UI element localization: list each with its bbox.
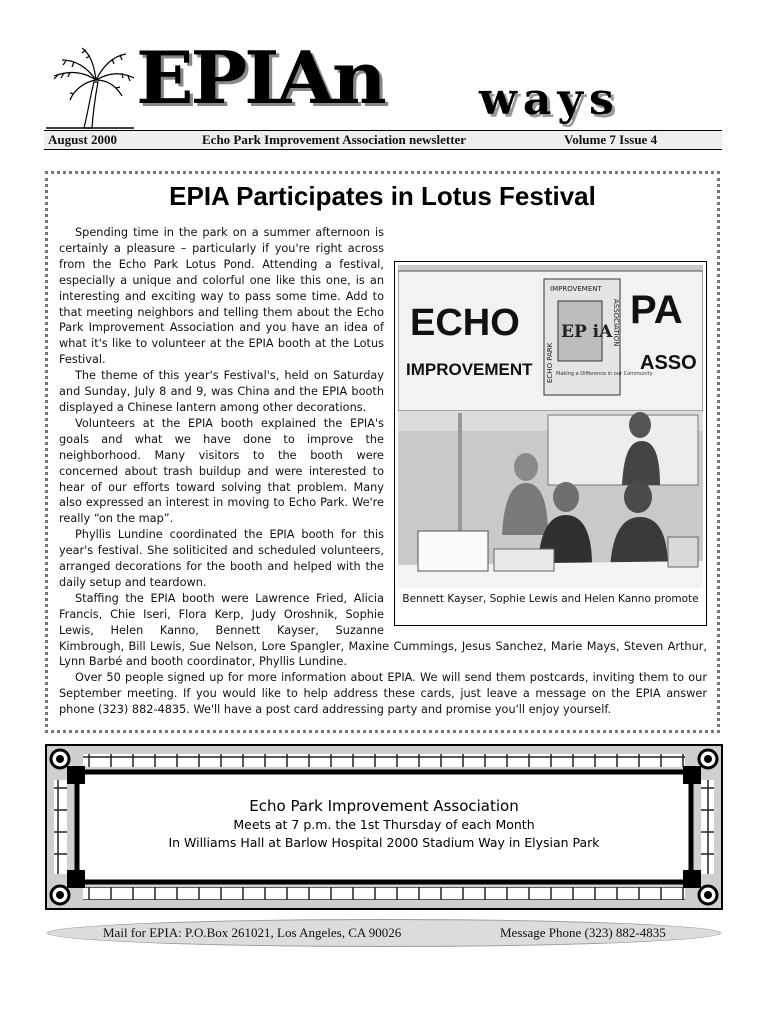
masthead-subtitle: ways: [479, 74, 620, 125]
photo-caption: Bennett Kayser, Sophie Lewis and Helen Kanno promote: [402, 593, 699, 605]
volume-issue: Volume 7 Issue 4: [564, 132, 658, 147]
article-text-column: [59, 225, 707, 718]
photo-figure: [394, 261, 707, 626]
banner-asso-text: ASSO: [640, 352, 697, 374]
seal-right-text: ASSOCIATION: [612, 299, 620, 347]
footer-phone: Message Phone (323) 882-4835: [500, 925, 666, 940]
article-paragraph: Staffing the EPIA booth were Lawrence Fried, Alicia Francis, Chie Iseri, Flora Kerp, Judy Oroshnik, Sophie Lewis, Helen Kanno, Bennett Kayser, Suzanne Kimbrough, Bill Lewis, Sue Nelson, Lore Spangler, Maxine Cummings, Jesus Sanchez, Marie Mays, Steven Arthur, Lynn Barbé and booth coordinator, Phyllis Lundine.: [59, 591, 707, 669]
masthead-title: EPIAn: [136, 35, 384, 120]
footer-mail-address: Mail for EPIA: P.O.Box 261021, Los Angeles, CA 90026: [103, 925, 402, 940]
booth-photo-image: [398, 265, 703, 588]
issue-date: August 2000: [48, 132, 117, 147]
article-paragraph: Volunteers at the EPIA booth explained the EPIA's goals and what we have done to improve the neighborhood. Many visitors to the booth were concerned about trash buildup and were interested to hear of our efforts toward solving that problem. Many also expressed an interest in moving to Echo Park. We're really “on the map”.: [59, 416, 384, 526]
issue-bar: [44, 130, 722, 150]
banner-pa-text: PA: [630, 288, 683, 332]
article-headline: EPIA Participates in Lotus Festival: [169, 181, 596, 211]
seal-center-text: EP iA: [561, 322, 613, 342]
notice-location: In Williams Hall at Barlow Hospital 2000 Stadium Way in Elysian Park: [168, 835, 600, 850]
article-paragraph: Spending time in the park on a summer afternoon is certainly a pleasure – particularly if you're right across from the Echo Park Lotus Pond. Attending a festival, especially a unique and colorful one like this one, is an interesting and exciting way to pass some time. Add to that meeting neighbors and telling them about the Echo Park Improvement Association and you have an idea of what it's like to volunteer at the EPIA booth at the Lotus Festival.: [59, 226, 384, 367]
palm-tree-icon: [44, 42, 136, 130]
notice-meeting-time: Meets at 7 p.m. the 1st Thursday of each Month: [233, 817, 535, 832]
article-paragraph: Over 50 people signed up for more information about EPIA. We will send them postcards, inviting them to our September meeting. If you would like to help address these cards, just leave a message on the EPIA answer phone (323) 882-4835. We'll have a post card addressing party and promise you'll enjoy yourself.: [59, 671, 707, 717]
meeting-notice: [45, 744, 723, 910]
seal-top-text: IMPROVEMENT: [550, 285, 602, 293]
seal-left-text: ECHO PARK: [546, 342, 554, 383]
banner-improvement-text: IMPROVEMENT: [406, 360, 533, 379]
seal-bottom-text: Making a Difference in our Community: [556, 371, 653, 377]
notice-org-name: Echo Park Improvement Association: [249, 797, 519, 815]
booth-photo: [398, 265, 703, 588]
footer-contact: [47, 919, 721, 947]
notice-text: [45, 796, 723, 852]
masthead: [44, 35, 724, 130]
article-paragraph: The theme of this year's Festival's, held on Saturday and Sunday, July 8 and 9, was China and the EPIA booth displayed a Chinese lantern among other decorations.: [59, 369, 384, 414]
newsletter-description: Echo Park Improvement Association newsletter: [202, 132, 467, 147]
article-paragraph: Phyllis Lundine coordinated the EPIA booth for this year's festival. She soliticited and scheduled volunteers, arranged decorations for the booth and helped with the daily setup and teardown.: [59, 528, 384, 589]
banner-echo-text: ECHO: [410, 302, 520, 344]
